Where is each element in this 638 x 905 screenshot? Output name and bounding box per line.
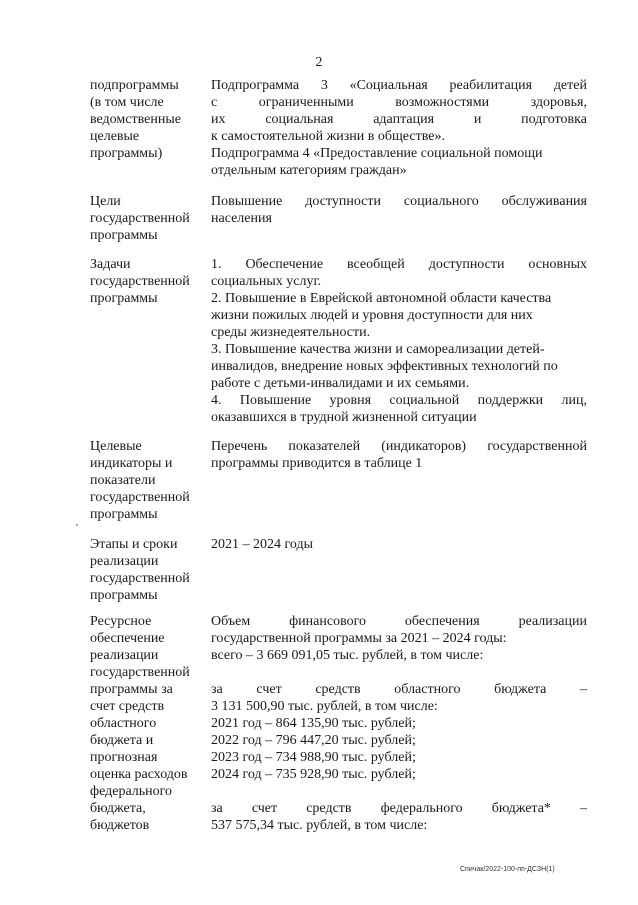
tasks-text-line: 2. Повышение в Еврейской автономной области качества <box>211 291 552 306</box>
word: Обеспечение <box>245 257 324 272</box>
word: доступности <box>428 257 505 272</box>
word: областного <box>394 682 461 697</box>
word: доступности <box>305 194 382 209</box>
word: социальная <box>265 112 334 127</box>
word: подготовка <box>521 112 587 127</box>
resources-label-line: оценка расходов <box>90 767 188 782</box>
word: средств <box>306 801 352 816</box>
word: средств <box>315 682 361 697</box>
word: их <box>211 112 226 127</box>
word: федерального <box>380 801 463 816</box>
word: реализации <box>518 614 587 629</box>
resources-label-line: областного <box>90 716 157 731</box>
word: детей <box>553 78 587 93</box>
tasks-text-line: инвалидов, внедрение новых эффективных технологий по <box>211 359 558 374</box>
stages-label-line: Этапы и сроки <box>90 537 178 552</box>
justified-text <box>211 800 587 818</box>
stages-label-line: программы <box>90 588 158 603</box>
word: (индикаторов) <box>381 439 467 454</box>
resources-text-line: государственной программы за 2021 – 2024 годы: <box>211 631 507 646</box>
indicators-label-line: государственной <box>90 490 190 505</box>
word: Перечень <box>211 439 268 454</box>
tasks-text-line: жизни пожилых людей и уровня доступности для них <box>211 308 533 323</box>
word: 1. <box>211 257 222 272</box>
tasks-text-line: среды жизнедеятельности. <box>211 325 371 340</box>
tasks-text-line: социальных услуг. <box>211 274 322 289</box>
resources-label-line: программы за <box>90 682 173 697</box>
word: Повышение <box>211 194 283 209</box>
resources-text-line: 537 575,34 тыс. рублей, в том числе: <box>211 818 428 833</box>
subprograms-label-line: подпрограммы <box>90 78 179 93</box>
word: «Социальная <box>349 78 428 93</box>
word: обеспечения <box>404 614 480 629</box>
resources-text-line: 2023 год – 734 988,90 тыс. рублей; <box>211 750 416 765</box>
subprograms-label-line: (в том числе <box>90 95 164 110</box>
subprograms-label-line: ведомственные <box>90 112 181 127</box>
word: – <box>580 801 587 816</box>
justified-text <box>211 681 587 699</box>
subprograms-text-line <box>211 111 587 129</box>
subprograms-text-line: Подпрограмма 4 «Предоставление социальной помощи <box>211 146 543 161</box>
word: возможностями <box>395 95 490 110</box>
justified-text <box>211 193 587 211</box>
word: основных <box>528 257 587 272</box>
resources-text-line: 2021 год – 864 135,90 тыс. рублей; <box>211 716 416 731</box>
word: уровня <box>329 393 372 408</box>
word: с <box>211 95 218 110</box>
indicators-label-line: показатели <box>90 473 156 488</box>
resources-text-line: 2024 год – 735 928,90 тыс. рублей; <box>211 767 416 782</box>
word: 4. <box>211 393 222 408</box>
word: реабилитация <box>449 78 533 93</box>
resources-text-line <box>211 681 587 699</box>
tasks-label-line: программы <box>90 291 158 306</box>
tasks-text-line: оказавшихся в трудной жизненной ситуации <box>211 410 477 425</box>
resources-label-line: бюджетов <box>90 818 150 833</box>
word: адаптация <box>373 112 435 127</box>
justified-text <box>211 613 587 631</box>
subprograms-label-line: целевые <box>90 129 140 144</box>
resources-label-line: счет средств <box>90 699 165 714</box>
word: показателей <box>288 439 361 454</box>
resources-label-line: бюджета и <box>90 733 154 748</box>
word: Повышение <box>239 393 312 408</box>
word: – <box>579 682 587 697</box>
tasks-text-line <box>211 256 587 274</box>
justified-text <box>211 77 587 95</box>
word: бюджета <box>494 682 547 697</box>
indicators-text-line: программы приводится в таблице 1 <box>211 456 423 471</box>
justified-text <box>211 438 587 456</box>
subprograms-text-line <box>211 94 587 112</box>
resources-label-line: обеспечение <box>90 631 165 646</box>
word: здоровья, <box>530 95 587 110</box>
word: счет <box>256 682 282 697</box>
word: ограниченными <box>258 95 354 110</box>
word: счет <box>251 801 278 816</box>
resources-text-line: 3 131 500,90 тыс. рублей, в том числе: <box>211 699 438 714</box>
resources-text-line <box>211 800 587 818</box>
word: и <box>473 112 482 127</box>
word: Подпрограмма <box>211 78 300 93</box>
indicators-label-line: индикаторы и <box>90 456 173 471</box>
resources-text-line <box>211 613 587 631</box>
resources-label-line: реализации <box>90 648 159 663</box>
scan-speck <box>76 524 78 526</box>
word: 3 <box>320 78 328 93</box>
resources-label-line: государственной <box>90 665 190 680</box>
resources-label-line: бюджета, <box>90 801 146 816</box>
goals-label-line: Цели <box>90 194 121 209</box>
word: финансового <box>289 614 366 629</box>
tasks-label-line: государственной <box>90 274 190 289</box>
word: государственной <box>487 439 587 454</box>
stages-label-line: государственной <box>90 571 190 586</box>
tasks-text-line: работе с детьми-инвалидами и их семьями. <box>211 376 470 391</box>
justified-text <box>211 392 587 410</box>
word: лиц, <box>561 393 587 408</box>
page-number: 2 <box>315 55 323 70</box>
goals-text-line <box>211 193 587 211</box>
resources-label-line: Ресурсное <box>90 614 152 629</box>
resources-text-line: всего – 3 669 091,05 тыс. рублей, в том числе: <box>211 648 484 663</box>
goals-label-line: государственной <box>90 211 190 226</box>
tasks-text-line: 3. Повышение качества жизни и самореализации детей- <box>211 342 545 357</box>
subprograms-text-line: к самостоятельной жизни в обществе». <box>211 129 445 144</box>
resources-label-line: федерального <box>90 784 173 799</box>
tasks-label-line: Задачи <box>90 257 131 272</box>
resources-label-line: прогнозная <box>90 750 158 765</box>
word: Объем <box>211 614 251 629</box>
word: за <box>211 801 223 816</box>
subprograms-label-line: программы) <box>90 146 163 161</box>
subprograms-text-line <box>211 77 587 95</box>
indicators-label-line: программы <box>90 507 158 522</box>
subprograms-text-line: отдельным категориям граждан» <box>211 163 407 178</box>
word: социального <box>403 194 479 209</box>
footer-document-code: Спичак/2022-100-пп-ДСЗН(1) <box>460 866 555 873</box>
justified-text <box>211 256 587 274</box>
word: за <box>211 682 223 697</box>
word: социальной <box>389 393 460 408</box>
word: бюджета* <box>491 801 551 816</box>
resources-text-line: 2022 год – 796 447,20 тыс. рублей; <box>211 733 416 748</box>
word: всеобщей <box>347 257 405 272</box>
indicators-text-line <box>211 438 587 456</box>
stages-text-line: 2021 – 2024 годы <box>211 537 314 552</box>
goals-label-line: программы <box>90 228 158 243</box>
goals-text-line: населения <box>211 211 272 226</box>
word: обслуживания <box>501 194 587 209</box>
word: поддержки <box>477 393 544 408</box>
indicators-label-line: Целевые <box>90 439 142 454</box>
tasks-text-line <box>211 392 587 410</box>
stages-label-line: реализации <box>90 554 159 569</box>
justified-text <box>211 111 587 129</box>
justified-text <box>211 94 587 112</box>
